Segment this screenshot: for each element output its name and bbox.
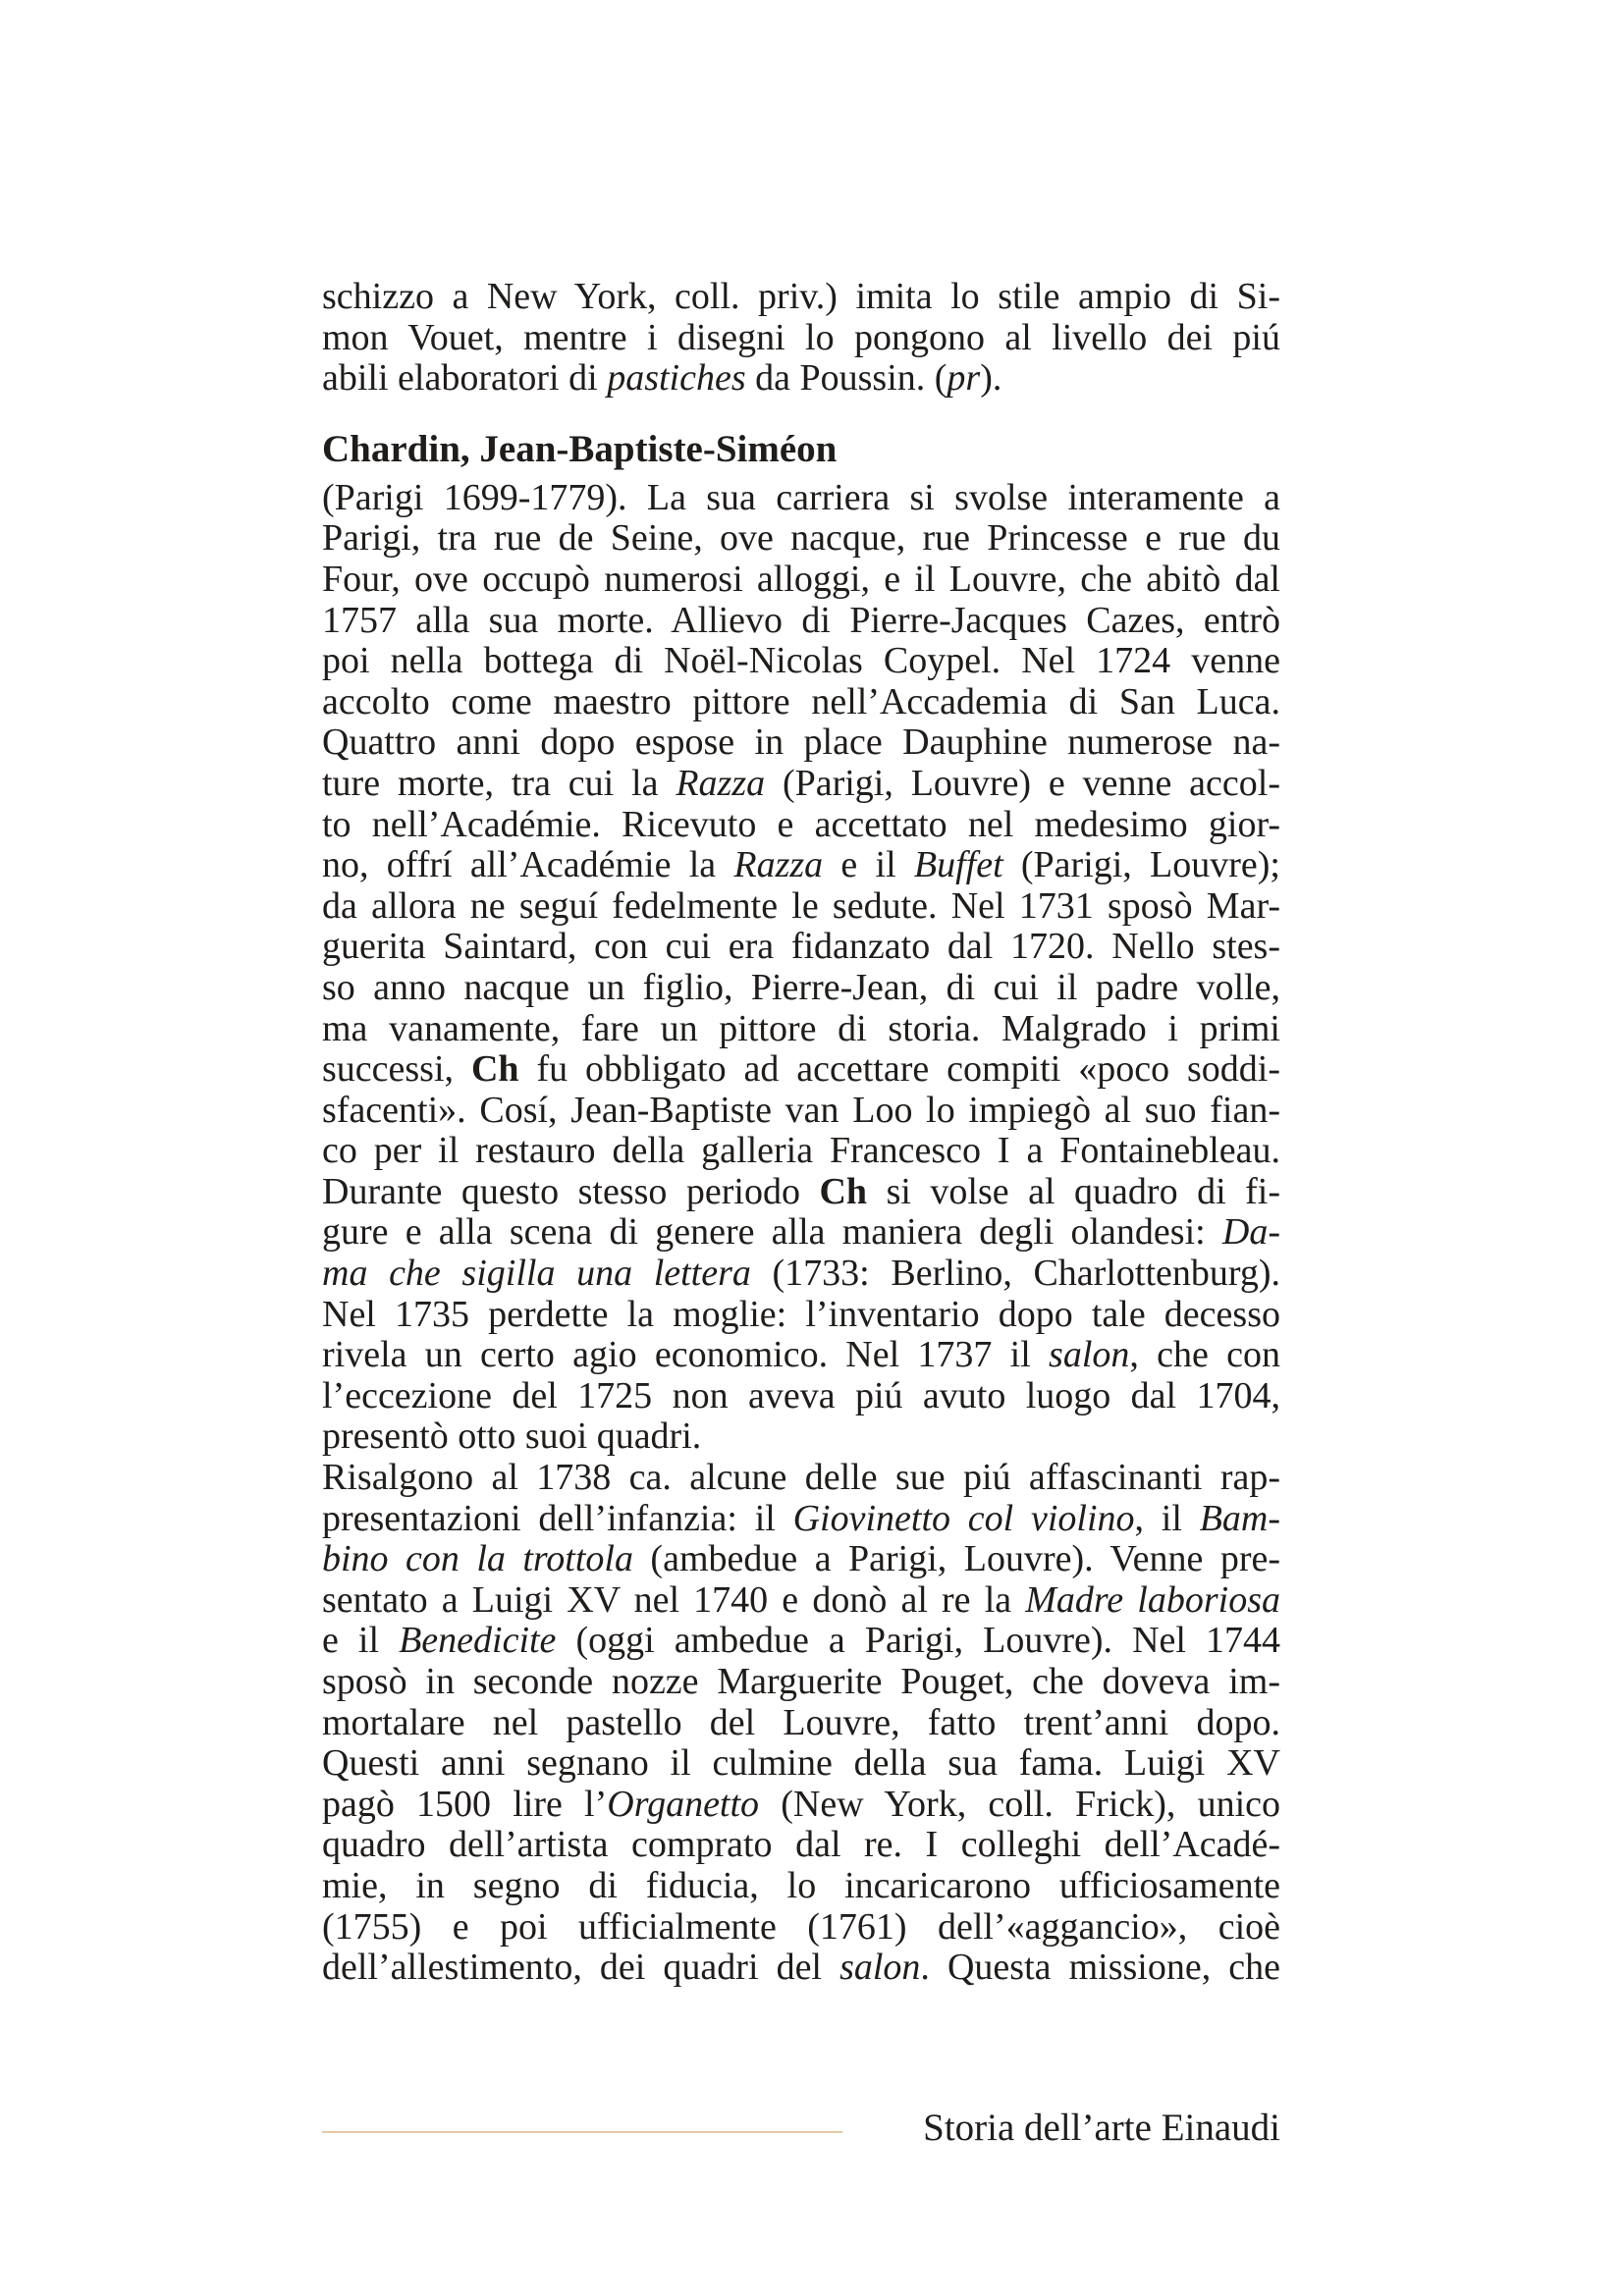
entry-line-35: mie, in segno di fiducia, lo incaricarono ufficiosamente	[322, 1864, 1280, 1906]
entry-line-3: Four, ove occupò numerosi alloggi, e il Louvre, che abitò dal	[322, 558, 1280, 600]
entry-line-18: Durante questo stesso periodo Ch si volse al quadro di fi-	[322, 1170, 1280, 1212]
page-footer	[322, 2106, 1280, 2151]
entry-line-30: sposò in seconde nozze Marguerite Pouget, che doveva im-	[322, 1661, 1280, 1702]
entry-line-21: Nel 1735 perdette la moglie: l’inventario dopo tale decesso	[322, 1293, 1280, 1335]
entry-line-32: Questi anni segnano il culmine della sua fama. Luigi XV	[322, 1742, 1280, 1785]
entry-line-36: (1755) e poi ufficialmente (1761) dell’«aggancio», cioè	[322, 1905, 1280, 1948]
entry-line-10: no, offrí all’Académie la Razza e il Buffet (Parigi, Louvre);	[322, 844, 1280, 886]
footer-publisher: Storia dell’arte Einaudi	[923, 2107, 1280, 2149]
entry-line-31: mortalare nel pastello del Louvre, fatto trent’anni dopo.	[322, 1701, 1280, 1743]
entry-line-13: so anno nacque un figlio, Pierre-Jean, di cui il padre volle,	[322, 966, 1280, 1008]
entry-line-37: dell’allestimento, dei quadri del salon. Questa missione, che	[322, 1947, 1280, 1989]
entry-line-22: rivela un certo agio economico. Nel 1737 il salon, che con	[322, 1334, 1280, 1376]
entry-line-4: 1757 alla sua morte. Allievo di Pierre-Jacques Cazes, entrò	[322, 599, 1280, 641]
entry-line-8: ture morte, tra cui la Razza (Parigi, Louvre) e venne accol-	[322, 762, 1280, 804]
entry-line-15: successi, Ch fu obbligato ad accettare compiti «poco soddi-	[322, 1048, 1280, 1091]
entry-line-19: gure e alla scena di genere alla maniera degli olandesi: Da-	[322, 1211, 1280, 1254]
entry-line-7: Quattro anni dopo espose in place Dauphine numerose na-	[322, 721, 1280, 764]
entry-line-12: guerita Saintard, con cui era fidanzato dal 1720. Nello stes-	[322, 926, 1280, 968]
entry-line-34: quadro dell’artista comprato dal re. I colleghi dell’Acadé-	[322, 1824, 1280, 1866]
entry-line-17: co per il restauro della galleria Francesco I a Fontainebleau.	[322, 1130, 1280, 1172]
entry-line-23: l’eccezione del 1725 non aveva piú avuto luogo dal 1704,	[322, 1374, 1280, 1416]
entry-line-9: to nell’Académie. Ricevuto e accettato nel medesimo gior-	[322, 803, 1280, 845]
entry-line-6: accolto come maestro pittore nell’Accademia di San Luca.	[322, 680, 1280, 722]
intro-line-3: abili elaboratori di pastiches da Poussin. (pr).	[322, 357, 1002, 400]
intro-line-2: mon Vouet, mentre i disegni lo pongono al livello dei piú	[322, 316, 1280, 358]
entry-line-26: presentazioni dell’infanzia: il Giovinetto col violino, il Bam-	[322, 1497, 1280, 1539]
entry-title: Chardin, Jean-Baptiste-Siméon	[322, 427, 838, 470]
entry-line-11: da allora ne seguí fedelmente le sedute. Nel 1731 sposò Mar-	[322, 884, 1280, 927]
entry-line-5: poi nella bottega di Noël-Nicolas Coypel. Nel 1724 venne	[322, 640, 1280, 682]
entry-line-27: bino con la trottola (ambedue a Parigi, Louvre). Venne pre-	[322, 1538, 1280, 1580]
entry-line-29: e il Benedicite (oggi ambedue a Parigi, Louvre). Nel 1744	[322, 1620, 1280, 1662]
entry-line-24: presentò otto suoi quadri.	[322, 1415, 702, 1458]
entry-line-14: ma vanamente, fare un pittore di storia. Malgrado i primi	[322, 1007, 1280, 1049]
intro-line-1: schizzo a New York, coll. priv.) imita lo stile ampio di Si-	[322, 276, 1280, 317]
page-body	[322, 277, 1280, 1989]
entry-line-20: ma che sigilla una lettera (1733: Berlino, Charlottenburg).	[322, 1253, 1280, 1295]
entry-line-1: (Parigi 1699-1779). La sua carriera si svolse interamente a	[322, 476, 1280, 518]
entry-line-33: pagò 1500 lire l’Organetto (New York, coll. Frick), unico	[322, 1783, 1281, 1825]
footer-rule	[322, 2131, 842, 2133]
entry-line-2: Parigi, tra rue de Seine, ove nacque, rue Princesse e rue du	[322, 517, 1280, 560]
entry-line-25: Risalgono al 1738 ca. alcune delle sue piú affascinanti rap-	[322, 1457, 1280, 1499]
entry-line-16: sfacenti». Cosí, Jean-Baptiste van Loo lo impiegò al suo fian-	[322, 1089, 1280, 1131]
entry-line-28: sentato a Luigi XV nel 1740 e donò al re la Madre laboriosa	[322, 1578, 1280, 1621]
